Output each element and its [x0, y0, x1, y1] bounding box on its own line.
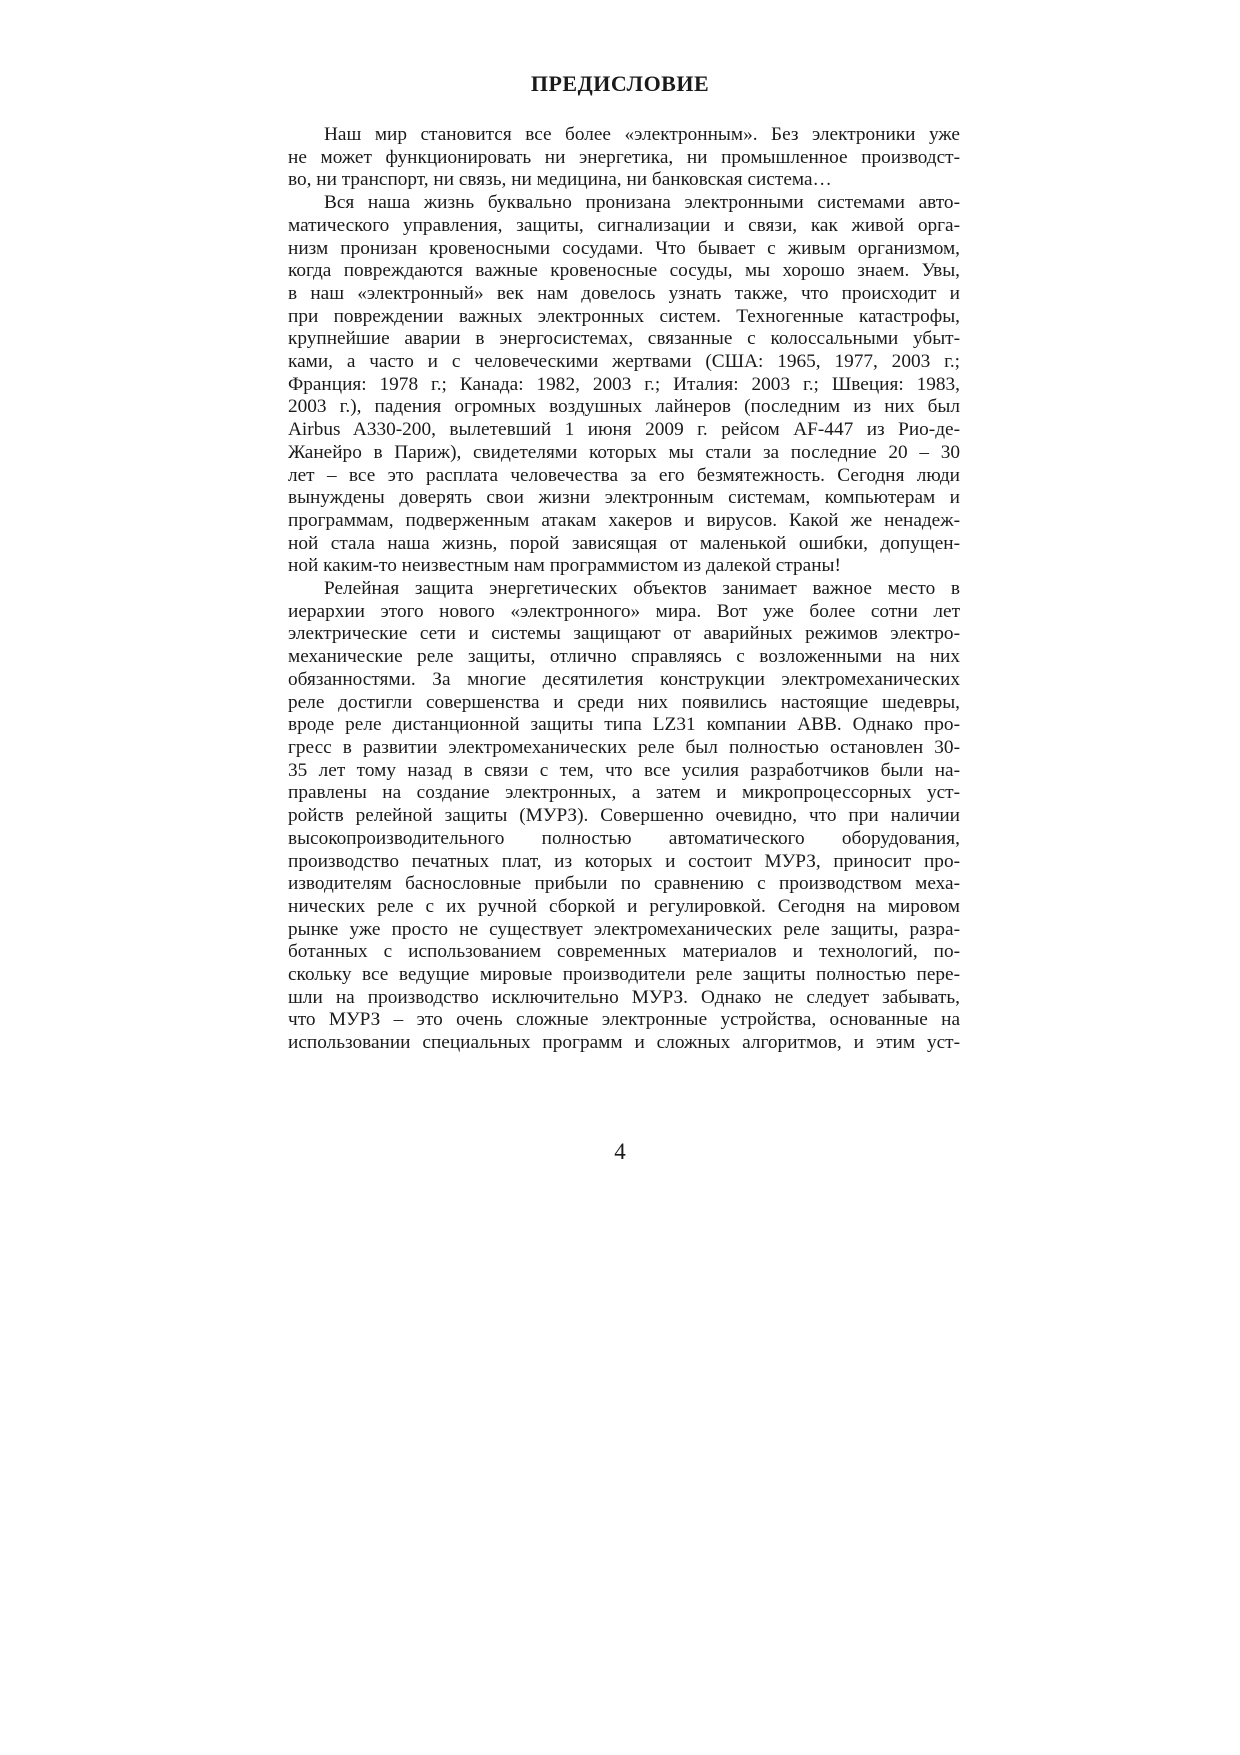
text-line: при повреждении важных электронных систем. Техногенные катастрофы, — [288, 305, 960, 327]
text-line: обязанностями. За многие десятилетия конструкции электромеханических — [288, 668, 960, 690]
text-line: во, ни транспорт, ни связь, ни медицина, ни банковская система… — [288, 169, 832, 191]
text-line: рынке уже просто не существует электромеханических реле защиты, разра- — [288, 918, 960, 940]
page-number: 4 — [614, 1139, 626, 1164]
text-line: шли на производство исключительно МУРЗ. Однако не следует забывать, — [288, 986, 960, 1008]
text-line: ботанных с использованием современных материалов и технологий, по- — [288, 941, 960, 963]
text-line: Вся наша жизнь буквально пронизана электронными системами авто- — [324, 192, 960, 214]
text-line: Наш мир становится все более «электронным». Без электроники уже — [324, 124, 960, 145]
text-line: когда повреждаются важные кровеносные сосуды, мы хорошо знаем. Увы, — [288, 260, 960, 282]
text-line: реле достигли совершенства и среди них появились настоящие шедевры, — [288, 691, 960, 713]
text-line: Жанейро в Париж), свидетелями которых мы стали за последние 20 – 30 — [288, 441, 960, 463]
text-line: использовании специальных программ и сложных алгоритмов, и этим уст- — [288, 1032, 960, 1054]
page-title: ПРЕДИСЛОВИЕ — [530, 71, 710, 96]
paragraph-3 — [288, 578, 960, 1055]
text-line: нических реле с их ручной сборкой и регулировкой. Сегодня на мировом — [288, 895, 960, 917]
text-line: вроде реле дистанционной защиты типа LZ31 компании ABB. Однако про- — [288, 714, 960, 736]
text-line: ками, а часто и с человеческими жертвами (США: 1965, 1977, 2003 г.; — [288, 351, 960, 373]
text-line: ройств релейной защиты (МУРЗ). Совершенно очевидно, что при наличии — [288, 805, 960, 827]
text-line: ной каким-то неизвестным нам программистом из далекой страны! — [288, 555, 841, 577]
text-line: матического управления, защиты, сигнализации и связи, как живой орга- — [288, 214, 960, 236]
text-line: вынуждены доверять свои жизни электронным системам, компьютерам и — [288, 487, 960, 509]
text-line: гресс в развитии электромеханических реле был полностью остановлен 30- — [288, 736, 960, 758]
text-line: программам, подверженным атакам хакеров и вирусов. Какой же ненадеж- — [288, 509, 960, 531]
text-line: электрические сети и системы защищают от аварийных режимов электро- — [288, 623, 960, 645]
text-line: Релейная защита энергетических объектов занимает важное место в — [324, 578, 960, 600]
text-line: 35 лет тому назад в связи с тем, что все усилия разработчиков были на- — [288, 759, 960, 781]
text-line: лет – все это расплата человечества за его безмятежность. Сегодня люди — [288, 464, 960, 486]
text-line: низм пронизан кровеносными сосудами. Что бывает с живым организмом, — [288, 237, 960, 259]
text-line: механические реле защиты, отлично справляясь с возложенными на них — [288, 646, 960, 668]
text-line: изводителям баснословные прибыли по сравнению с производством меха- — [288, 873, 960, 895]
text-line: высокопроизводительного полностью автоматического оборудования, — [288, 827, 960, 849]
body-text — [288, 124, 960, 1055]
text-line: в наш «электронный» век нам довелось узнать также, что происходит и — [288, 282, 960, 304]
text-line: 2003 г.), падения огромных воздушных лайнеров (последним из них был — [288, 396, 960, 418]
text-line: Airbus A330-200, вылетевший 1 июня 2009 г. рейсом AF-447 из Рио-де- — [288, 419, 960, 441]
text-line: что МУРЗ – это очень сложные электронные устройства, основанные на — [288, 1009, 960, 1031]
text-line: не может функционировать ни энергетика, ни промышленное производст- — [288, 146, 960, 168]
text-line: правлены на создание электронных, а затем и микропроцессорных уст- — [288, 782, 960, 804]
text-line: ной стала наша жизнь, порой зависящая от маленькой ошибки, допущен- — [288, 532, 960, 554]
text-line: иерархии этого нового «электронного» мира. Вот уже более сотни лет — [288, 600, 960, 622]
paragraph-2 — [288, 192, 960, 578]
text-line: производство печатных плат, из которых и состоит МУРЗ, приносит про- — [288, 850, 960, 872]
text-line: крупнейшие аварии в энергосистемах, связанные с колоссальными убыт- — [288, 328, 960, 350]
text-line: Франция: 1978 г.; Канада: 1982, 2003 г.; Италия: 2003 г.; Швеция: 1983, — [288, 373, 960, 395]
text-line: скольку все ведущие мировые производители реле защиты полностью пере- — [288, 964, 960, 986]
paragraph-1 — [288, 124, 960, 192]
